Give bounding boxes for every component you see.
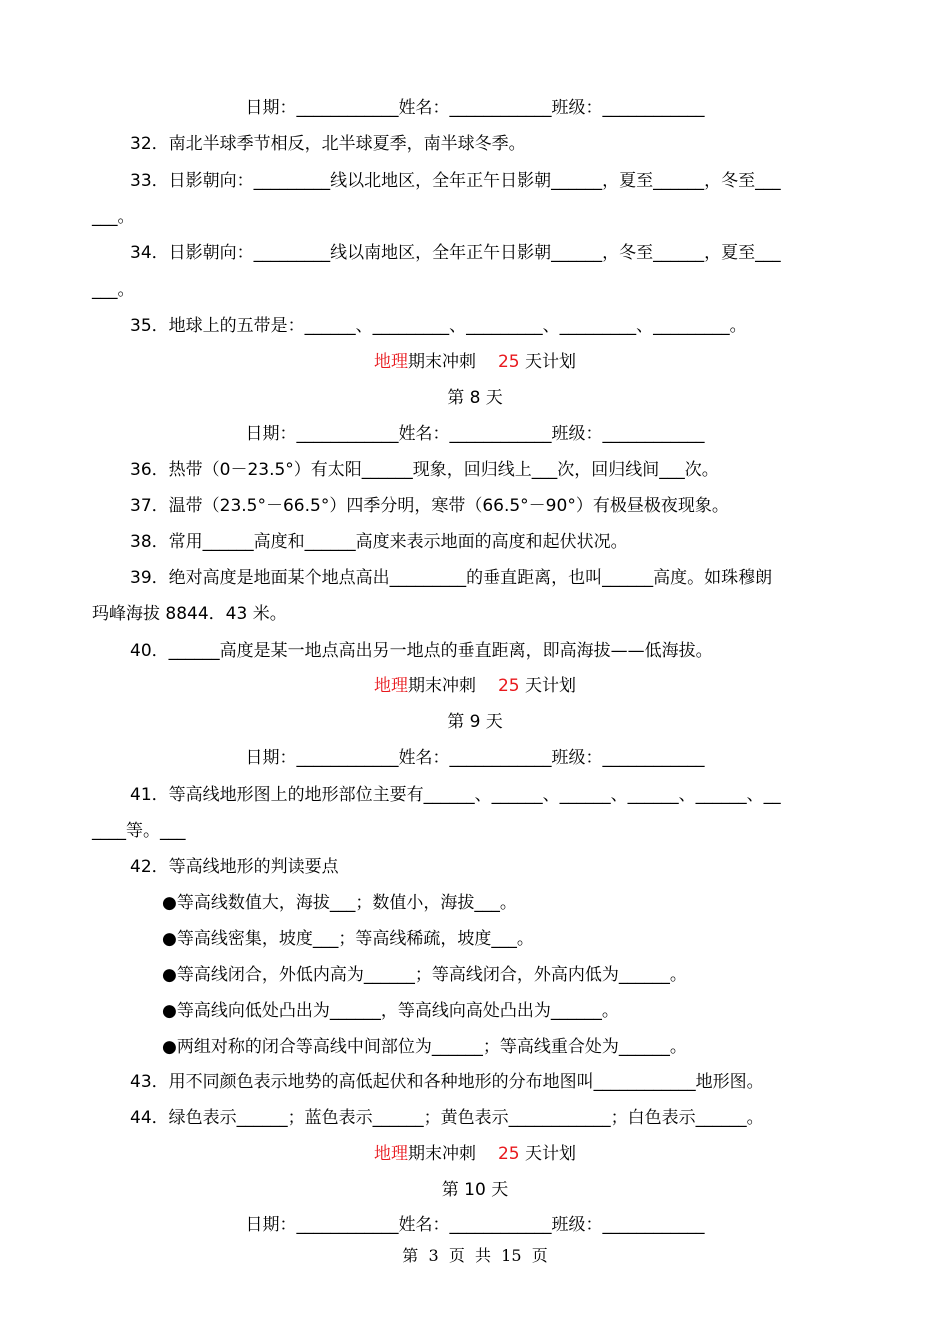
item-41: 41．等高线地形图上的地形部位主要有______、______、______、______、______、__ — [130, 785, 781, 805]
item-35: 35．地球上的五带是：______、_________、_________、_________、_________。 — [130, 316, 747, 336]
page-footer: 第 3 页 共 15 页 — [402, 1246, 548, 1265]
date-name-class-line: 日期：____________姓名：____________班级：____________ — [245, 424, 705, 444]
plan-title: 期末冲刺 — [407, 352, 476, 372]
item-39: 39．绝对高度是地面某个地点高出_________的垂直距离，也叫______高度。如珠穆朗 — [130, 568, 773, 588]
plan-heading — [0, 1143, 950, 1165]
bullet-closed-contours: ●等高线闭合，外低内高为______；等高线闭合，外高内低为______。 — [162, 965, 687, 985]
item-40: 40．______高度是某一地点高出另一地点的垂直距离，即高海拔——低海拔。 — [130, 641, 713, 661]
bullet-slope: ●等高线密集，坡度___；等高线稀疏，坡度___。 — [162, 929, 534, 949]
plan-suffix: 天计划 — [525, 352, 577, 372]
item-37: 37．温带（23.5°－66.5°）四季分明，寒带（66.5°－90°）有极昼极夜现象。 — [130, 496, 729, 516]
item-39-continued: 玛峰海拔 8844．43 米。 — [92, 604, 287, 624]
item-34-continued: ___。 — [92, 280, 135, 300]
plan-title: 期末冲刺 — [407, 676, 476, 696]
plan-subject: 地理 — [373, 352, 408, 372]
item-41-continued: ____等。___ — [92, 821, 186, 841]
item-36: 36．热带（0－23.5°）有太阳______现象，回归线上___次，回归线间___次。 — [130, 460, 719, 480]
plan-title: 期末冲刺 — [407, 1144, 476, 1164]
plan-subject: 地理 — [373, 676, 408, 696]
plan-heading — [0, 675, 950, 697]
item-38: 38．常用______高度和______高度来表示地面的高度和起伏状况。 — [130, 532, 628, 552]
item-34: 34．日影朝向：_________线以南地区，全年正午日影朝______，冬至______，夏至___ — [130, 243, 781, 263]
item-44: 44．绿色表示______；蓝色表示______；黄色表示____________；白色表示______。 — [130, 1108, 764, 1128]
plan-days: 25 — [497, 1144, 520, 1164]
day-label: 第 10 天 — [441, 1180, 509, 1200]
plan-suffix: 天计划 — [525, 1144, 577, 1164]
plan-heading — [0, 351, 950, 373]
plan-days: 25 — [497, 676, 520, 696]
item-33: 33．日影朝向：_________线以北地区，全年正午日影朝______，夏至______，冬至___ — [130, 171, 781, 191]
plan-suffix: 天计划 — [525, 676, 577, 696]
bullet-altitude: ●等高线数值大，海拔___；数值小，海拔___。 — [162, 893, 517, 913]
item-32: 32．南北半球季节相反，北半球夏季，南半球冬季。 — [130, 134, 526, 154]
date-name-class-line: 日期：____________姓名：____________班级：____________ — [245, 748, 705, 768]
day-label: 第 8 天 — [447, 388, 503, 408]
item-43: 43．用不同颜色表示地势的高低起伏和各种地形的分布地图叫____________地形图。 — [130, 1072, 764, 1092]
date-name-class-line: 日期：____________姓名：____________班级：____________ — [245, 1215, 705, 1235]
bullet-saddle-cliff: ●两组对称的闭合等高线中间部位为______；等高线重合处为______。 — [162, 1037, 687, 1057]
item-33-continued: ___。 — [92, 207, 135, 227]
date-name-class-line: 日期：____________姓名：____________班级：____________ — [245, 98, 705, 118]
day-label: 第 9 天 — [447, 712, 503, 732]
item-42: 42．等高线地形的判读要点 — [130, 857, 339, 877]
bullet-bulge: ●等高线向低处凸出为______，等高线向高处凸出为______。 — [162, 1001, 619, 1021]
plan-days: 25 — [497, 352, 520, 372]
plan-subject: 地理 — [373, 1144, 408, 1164]
